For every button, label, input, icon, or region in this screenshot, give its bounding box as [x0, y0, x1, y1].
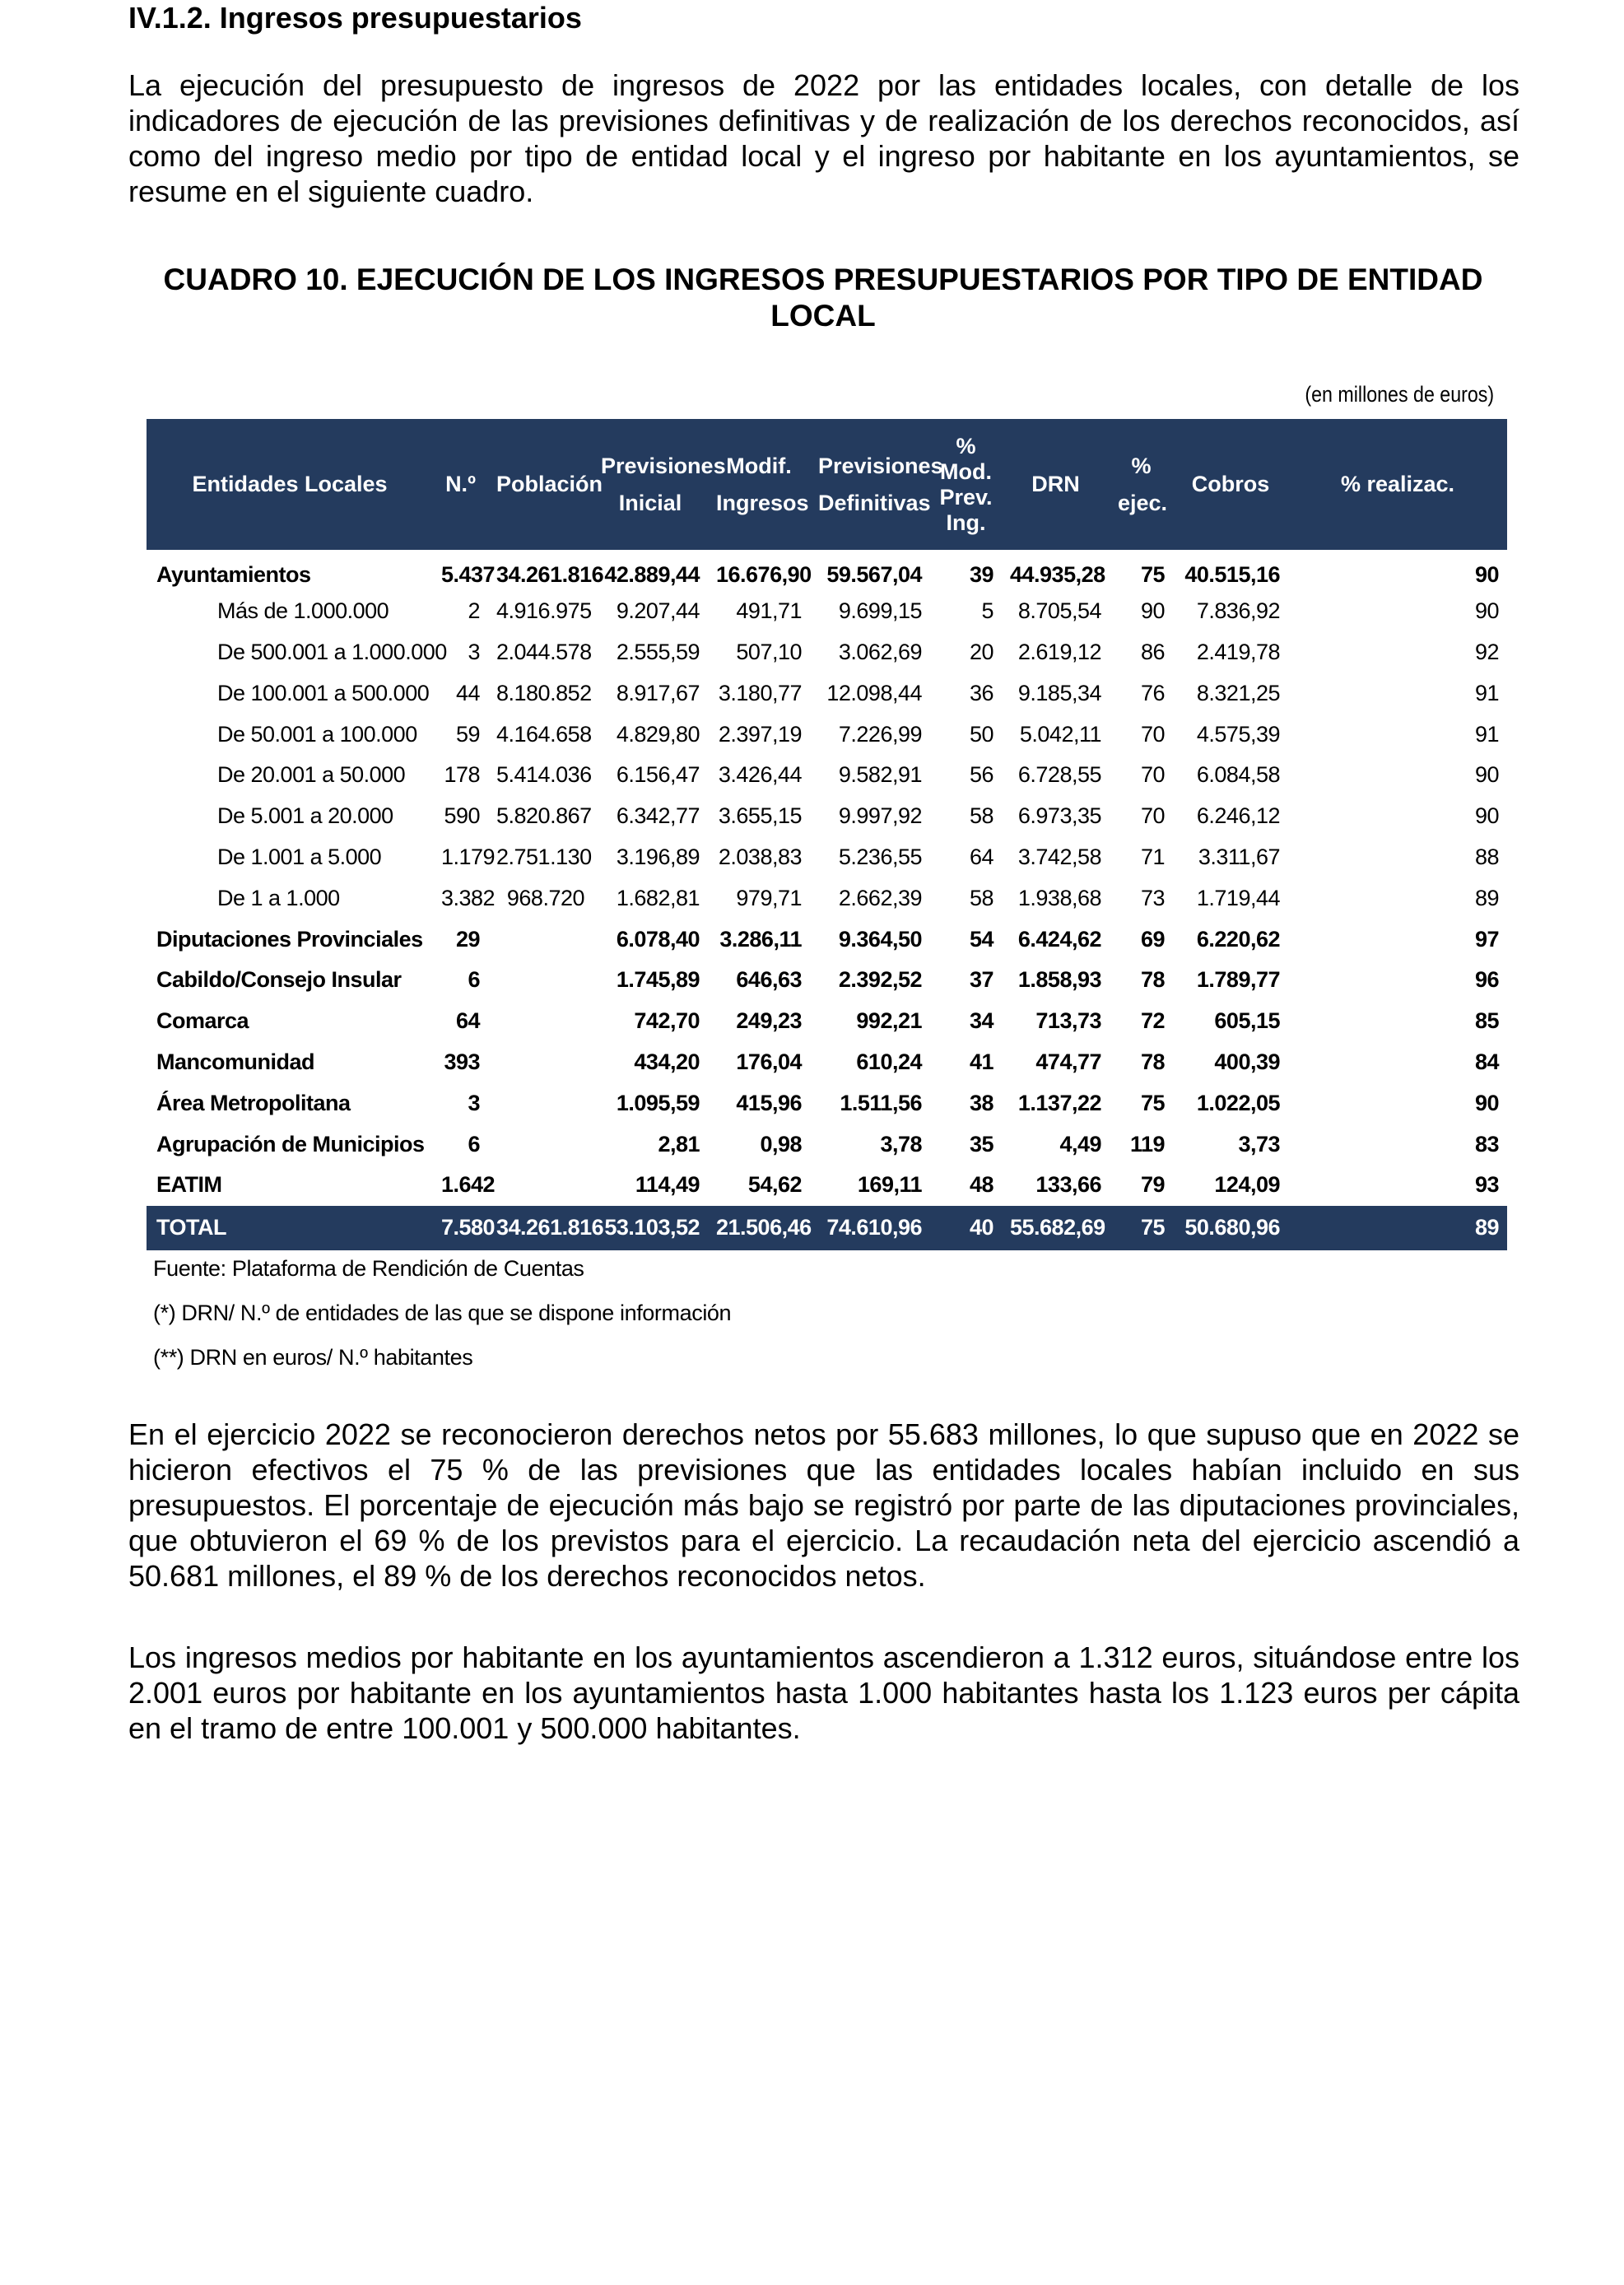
col-header-pct-realizac: % realizac.	[1340, 472, 1455, 496]
cell-poblacion	[488, 1082, 593, 1124]
cell-n: 1.179	[441, 844, 496, 869]
cell-name: EATIM	[156, 1172, 222, 1198]
col-header-modif-line2: Ingresos	[716, 490, 809, 515]
cell-drn: 2.619,12	[1017, 639, 1101, 664]
cell-name: De 20.001 a 50.000	[217, 762, 406, 788]
cell-pct-real: 93	[1474, 1172, 1499, 1198]
table-header-row	[147, 419, 1507, 550]
cell-prev-def: 9.699,15	[838, 598, 922, 624]
col-header-prev-def-line1: Previsiones	[818, 453, 943, 478]
cell-prev-def: 59.567,04	[826, 562, 922, 588]
units-note: (en millones de euros)	[1305, 382, 1494, 407]
note-drn-inhabitants: (**) DRN en euros/ N.º habitantes	[153, 1345, 473, 1370]
cell-name: Comarca	[156, 1008, 249, 1034]
cell-prev-ini: 6.078,40	[616, 926, 700, 952]
cell-pct-real: 90	[1474, 1090, 1499, 1115]
cell-poblacion: 8.180.852	[496, 680, 592, 705]
cell-prev-ini: 1.745,89	[616, 967, 700, 993]
cell-poblacion: 5.820.867	[496, 803, 592, 829]
cell-cobros: 3.311,67	[1198, 844, 1280, 869]
cell-pct-mod: 5	[981, 598, 993, 624]
table-row	[147, 1165, 1507, 1206]
cell-prev-ini: 1.095,59	[616, 1090, 700, 1115]
cell-pct-real: 89	[1474, 885, 1499, 910]
cell-drn: 713,73	[1035, 1008, 1101, 1034]
cell-drn: 474,77	[1035, 1049, 1101, 1074]
cell-name: De 500.001 a 1.000.000	[217, 639, 447, 664]
cell-prev-def: 5.236,55	[838, 844, 922, 869]
col-header-numero: N.º	[445, 472, 476, 496]
cell-pct-real: 88	[1474, 844, 1499, 869]
cell-n: 7.580	[441, 1215, 496, 1240]
cell-modif: 2.397,19	[718, 721, 802, 747]
cell-cobros: 2.419,78	[1196, 639, 1280, 664]
cell-pct-mod: 35	[969, 1131, 993, 1156]
col-header-pct-ejec-line2: ejec.	[1118, 490, 1168, 515]
cell-name: Más de 1.000.000	[217, 598, 389, 624]
cell-pct-real: 91	[1474, 721, 1499, 747]
col-header-pct-mod-line2: Mod.	[940, 458, 992, 484]
cell-cobros: 50.680,96	[1184, 1215, 1280, 1240]
cell-pct-ejec: 70	[1140, 803, 1165, 829]
cell-pct-ejec: 86	[1140, 639, 1165, 664]
cell-prev-def: 7.226,99	[838, 721, 922, 747]
cell-prev-def: 169,11	[857, 1172, 922, 1198]
table-row	[147, 1124, 1507, 1165]
cell-poblacion	[488, 1124, 593, 1165]
cell-cobros: 1.719,44	[1196, 885, 1280, 910]
cell-pct-ejec: 75	[1140, 1215, 1165, 1240]
cell-pct-ejec: 90	[1140, 598, 1165, 624]
cell-prev-def: 74.610,96	[826, 1215, 922, 1240]
intro-paragraph: La ejecución del presupuesto de ingresos de 2022 por las entidades locales, con detalle de los indicadores de ejecución de las previsiones definitivas y de realización de los derechos reconocidos, así como del ingreso medio por tipo de entidad local y el ingreso por habitante en los ayuntamientos, se resume en el siguiente cuadro.	[128, 68, 1519, 208]
cell-pct-ejec: 69	[1140, 926, 1165, 952]
cell-pct-real: 92	[1474, 639, 1499, 664]
cell-pct-real: 85	[1474, 1008, 1499, 1034]
cell-cobros: 6.084,58	[1196, 762, 1280, 788]
cell-poblacion: 2.751.130	[496, 844, 592, 869]
cell-prev-ini: 434,20	[634, 1049, 700, 1074]
cell-pct-real: 90	[1474, 562, 1499, 588]
col-header-prev-inicial-line1: Previsiones	[601, 453, 726, 478]
cell-n: 590	[444, 803, 480, 829]
cell-n: 6	[468, 1131, 480, 1156]
cell-modif: 54,62	[747, 1172, 802, 1198]
cell-prev-def: 1.511,56	[840, 1090, 922, 1115]
table-row	[147, 877, 1507, 919]
col-header-prev-inicial-line2: Inicial	[618, 490, 682, 515]
cell-modif: 979,71	[736, 885, 802, 910]
cell-name: Ayuntamientos	[156, 562, 311, 588]
table-row	[147, 755, 1507, 796]
cell-drn: 1.938,68	[1017, 885, 1101, 910]
col-header-modif	[708, 419, 810, 550]
cell-modif: 3.426,44	[718, 762, 802, 788]
table-row	[147, 550, 1507, 591]
cell-n: 3	[468, 639, 480, 664]
cell-modif: 0,98	[760, 1131, 802, 1156]
cell-n: 59	[455, 721, 480, 747]
cell-drn: 1.137,22	[1017, 1090, 1101, 1115]
cell-pct-ejec: 73	[1140, 885, 1165, 910]
col-header-drn: DRN	[1031, 472, 1080, 496]
cell-n: 178	[444, 762, 480, 788]
cell-n: 3	[468, 1090, 480, 1115]
cell-modif: 415,96	[736, 1090, 802, 1115]
cell-cobros: 6.246,12	[1196, 803, 1280, 829]
table-row	[147, 1042, 1507, 1083]
cell-prev-ini: 2,81	[658, 1131, 700, 1156]
col-header-prev-def	[810, 419, 943, 550]
cell-n: 1.642	[441, 1172, 496, 1198]
cell-prev-ini: 53.103,52	[604, 1215, 700, 1240]
note-drn-entities: (*) DRN/ N.º de entidades de las que se dispone información	[153, 1301, 732, 1325]
table-row	[147, 1082, 1507, 1124]
cell-pct-real: 97	[1474, 926, 1499, 952]
cell-prev-def: 610,24	[856, 1049, 922, 1074]
col-header-pct-mod-line1: %	[956, 433, 976, 458]
cell-pct-mod: 48	[969, 1172, 993, 1198]
cell-cobros: 1.789,77	[1196, 967, 1280, 993]
cell-pct-real: 89	[1474, 1215, 1499, 1240]
cell-modif: 646,63	[736, 967, 802, 993]
cell-prev-ini: 1.682,81	[616, 885, 700, 910]
cell-n: 6	[468, 967, 480, 993]
cell-prev-ini: 742,70	[634, 1008, 700, 1034]
cell-name: Agrupación de Municipios	[156, 1131, 425, 1156]
cell-drn: 133,66	[1035, 1172, 1101, 1198]
cell-pct-ejec: 119	[1129, 1131, 1165, 1156]
cell-n: 44	[455, 680, 480, 705]
cell-poblacion: 5.414.036	[496, 762, 592, 788]
cell-prev-def: 9.582,91	[838, 762, 922, 788]
cell-prev-def: 992,21	[856, 1008, 922, 1034]
cell-cobros: 40.515,16	[1184, 562, 1280, 588]
cell-prev-def: 12.098,44	[826, 680, 922, 705]
col-header-cobros: Cobros	[1191, 472, 1270, 496]
cell-prev-ini: 42.889,44	[604, 562, 700, 588]
cell-prev-def: 2.662,39	[838, 885, 922, 910]
cell-pct-real: 83	[1474, 1131, 1499, 1156]
cell-name: De 50.001 a 100.000	[217, 721, 417, 747]
cell-pct-ejec: 72	[1140, 1008, 1165, 1034]
cell-poblacion	[488, 1042, 593, 1083]
cell-poblacion: 4.916.975	[496, 598, 592, 624]
cell-n: 393	[444, 1049, 480, 1074]
cell-n: 3.382	[441, 885, 496, 910]
cell-modif: 176,04	[736, 1049, 802, 1074]
cell-drn: 55.682,69	[1010, 1215, 1105, 1240]
cell-pct-real: 84	[1474, 1049, 1499, 1074]
cell-drn: 6.728,55	[1017, 762, 1101, 788]
cell-modif: 507,10	[736, 639, 802, 664]
table-row	[147, 632, 1507, 673]
cell-cobros: 4.575,39	[1196, 721, 1280, 747]
cell-prev-def: 2.392,52	[838, 967, 922, 993]
cell-pct-ejec: 78	[1140, 1049, 1165, 1074]
col-header-pct-mod	[930, 419, 1002, 550]
cell-cobros: 8.321,25	[1196, 680, 1280, 705]
cell-poblacion	[488, 1001, 593, 1042]
cell-pct-mod: 58	[969, 803, 993, 829]
cell-modif: 3.180,77	[718, 680, 802, 705]
col-header-pct-mod-line3: Prev.	[939, 484, 993, 510]
cell-pct-mod: 36	[969, 680, 993, 705]
budget-table	[147, 419, 1507, 1250]
col-header-pct-mod-line4: Ing.	[946, 510, 986, 535]
cell-pct-mod: 20	[969, 639, 993, 664]
table-row	[147, 960, 1507, 1001]
cell-poblacion	[488, 960, 593, 1001]
cell-drn: 4,49	[1059, 1131, 1101, 1156]
cell-modif: 16.676,90	[716, 562, 812, 588]
cell-n: 29	[455, 926, 480, 952]
cell-drn: 3.742,58	[1017, 844, 1101, 869]
cell-pct-real: 96	[1474, 967, 1499, 993]
cell-prev-ini: 6.342,77	[616, 803, 700, 829]
cell-prev-ini: 3.196,89	[616, 844, 700, 869]
col-header-prev-inicial	[593, 419, 726, 550]
cell-pct-mod: 54	[969, 926, 993, 952]
cell-drn: 8.705,54	[1017, 598, 1101, 624]
cell-pct-mod: 56	[969, 762, 993, 788]
cell-poblacion	[488, 919, 593, 960]
cell-drn: 5.042,11	[1019, 721, 1101, 747]
table-row	[147, 672, 1507, 714]
cell-n: 2	[468, 598, 480, 624]
cell-cobros: 400,39	[1214, 1049, 1280, 1074]
cell-drn: 6.973,35	[1017, 803, 1101, 829]
cell-prev-def: 3.062,69	[838, 639, 922, 664]
cell-cobros: 124,09	[1214, 1172, 1280, 1198]
cell-modif: 2.038,83	[718, 844, 802, 869]
cell-name: De 1 a 1.000	[217, 885, 340, 910]
cell-name: Área Metropolitana	[156, 1090, 351, 1115]
col-header-pct-ejec-line1: %	[1131, 453, 1152, 478]
cell-pct-ejec: 71	[1140, 844, 1165, 869]
cell-prev-ini: 8.917,67	[616, 680, 700, 705]
col-header-modif-line1: Modif.	[726, 453, 792, 478]
cell-name: TOTAL	[156, 1215, 226, 1240]
cell-pct-ejec: 75	[1140, 562, 1165, 588]
cell-pct-ejec: 70	[1140, 762, 1165, 788]
table-notes	[153, 1257, 731, 1390]
cell-pct-mod: 38	[969, 1090, 993, 1115]
cell-pct-real: 90	[1474, 803, 1499, 829]
cell-cobros: 6.220,62	[1196, 926, 1280, 952]
cell-name: Cabildo/Consejo Insular	[156, 967, 402, 993]
cell-n: 5.437	[441, 562, 496, 588]
cell-prev-ini: 114,49	[635, 1172, 700, 1198]
cell-modif: 491,71	[736, 598, 802, 624]
cell-prev-ini: 6.156,47	[616, 762, 700, 788]
cell-pct-mod: 50	[969, 721, 993, 747]
cell-poblacion	[488, 1165, 593, 1206]
note-source: Fuente: Plataforma de Rendición de Cuentas	[153, 1256, 584, 1281]
cell-pct-mod: 58	[969, 885, 993, 910]
paragraph-ingresos-medios: Los ingresos medios por habitante en los ayuntamientos ascendieron a 1.312 euros, situándose entre los 2.001 euros por habitante en los ayuntamientos hasta 1.000 habitantes hasta los 1.123 euros per cápita en el tramo de entre 100.001 y 500.000 habitantes.	[128, 1640, 1519, 1745]
cell-drn: 6.424,62	[1017, 926, 1101, 952]
cell-poblacion: 968.720	[506, 885, 584, 910]
cell-poblacion: 34.261.816	[496, 562, 604, 588]
cell-name: De 5.001 a 20.000	[217, 803, 393, 829]
table-row	[147, 714, 1507, 755]
cell-pct-ejec: 70	[1140, 721, 1165, 747]
cell-prev-ini: 2.555,59	[616, 639, 700, 664]
cell-pct-mod: 39	[969, 562, 993, 588]
cell-prev-ini: 4.829,80	[616, 721, 700, 747]
cell-pct-real: 90	[1474, 762, 1499, 788]
cell-cobros: 3,73	[1238, 1131, 1280, 1156]
cell-n: 64	[455, 1008, 480, 1034]
cell-pct-ejec: 75	[1140, 1090, 1165, 1115]
table-row	[147, 837, 1507, 878]
cell-cobros: 7.836,92	[1196, 598, 1280, 624]
table-row	[147, 796, 1507, 837]
cell-pct-ejec: 76	[1140, 680, 1165, 705]
cell-pct-real: 91	[1474, 680, 1499, 705]
cell-name: Mancomunidad	[156, 1049, 315, 1074]
cell-poblacion: 4.164.658	[496, 721, 592, 747]
section-heading: IV.1.2. Ingresos presupuestarios	[128, 1, 582, 35]
table-row	[147, 591, 1507, 632]
cell-prev-def: 9.364,50	[838, 926, 922, 952]
cell-modif: 249,23	[736, 1008, 802, 1034]
table-row	[147, 919, 1507, 960]
cell-name: De 1.001 a 5.000	[217, 844, 382, 869]
cell-name: De 100.001 a 500.000	[217, 680, 430, 705]
cell-pct-mod: 64	[969, 844, 993, 869]
col-header-poblacion: Población	[496, 472, 603, 496]
cell-prev-def: 9.997,92	[838, 803, 922, 829]
table-body	[147, 550, 1507, 1250]
cell-pct-real: 90	[1474, 598, 1499, 624]
table-title: CUADRO 10. EJECUCIÓN DE LOS INGRESOS PRESUPUESTARIOS POR TIPO DE ENTIDAD LOCAL	[163, 263, 1483, 333]
cell-drn: 9.185,34	[1017, 680, 1101, 705]
col-header-entidades: Entidades Locales	[192, 472, 388, 496]
cell-pct-mod: 41	[969, 1049, 993, 1074]
cell-cobros: 605,15	[1214, 1008, 1280, 1034]
cell-pct-mod: 34	[969, 1008, 993, 1034]
cell-prev-def: 3,78	[880, 1131, 922, 1156]
cell-poblacion: 2.044.578	[496, 639, 592, 664]
cell-cobros: 1.022,05	[1196, 1090, 1280, 1115]
cell-pct-ejec: 79	[1140, 1172, 1165, 1198]
cell-drn: 44.935,28	[1010, 562, 1105, 588]
cell-drn: 1.858,93	[1017, 967, 1101, 993]
paragraph-ejecucion: En el ejercicio 2022 se reconocieron derechos netos por 55.683 millones, lo que supuso que en 2022 se hicieron efectivos el 75 % de las previsiones que las entidades locales habían incluido en sus presupuestos. El porcentaje de ejecución más bajo se registró por parte de las diputaciones provinciales, que obtuvieron el 69 % de los previstos para el ejercicio. La recaudación neta del ejercicio ascendió a 50.681 millones, el 89 % de los derechos reconocidos netos.	[128, 1417, 1519, 1593]
cell-modif: 3.655,15	[718, 803, 802, 829]
cell-name: Diputaciones Provinciales	[156, 926, 423, 952]
col-header-pct-ejec	[1110, 419, 1173, 550]
table-row-total	[147, 1206, 1507, 1250]
cell-pct-mod: 37	[969, 967, 993, 993]
cell-pct-mod: 40	[969, 1215, 993, 1240]
cell-pct-ejec: 78	[1140, 967, 1165, 993]
table-row	[147, 1001, 1507, 1042]
cell-modif: 21.506,46	[716, 1215, 812, 1240]
cell-prev-ini: 9.207,44	[616, 598, 700, 624]
col-header-prev-def-line2: Definitivas	[818, 490, 931, 515]
cell-modif: 3.286,11	[719, 926, 802, 952]
cell-poblacion: 34.261.816	[496, 1215, 604, 1240]
